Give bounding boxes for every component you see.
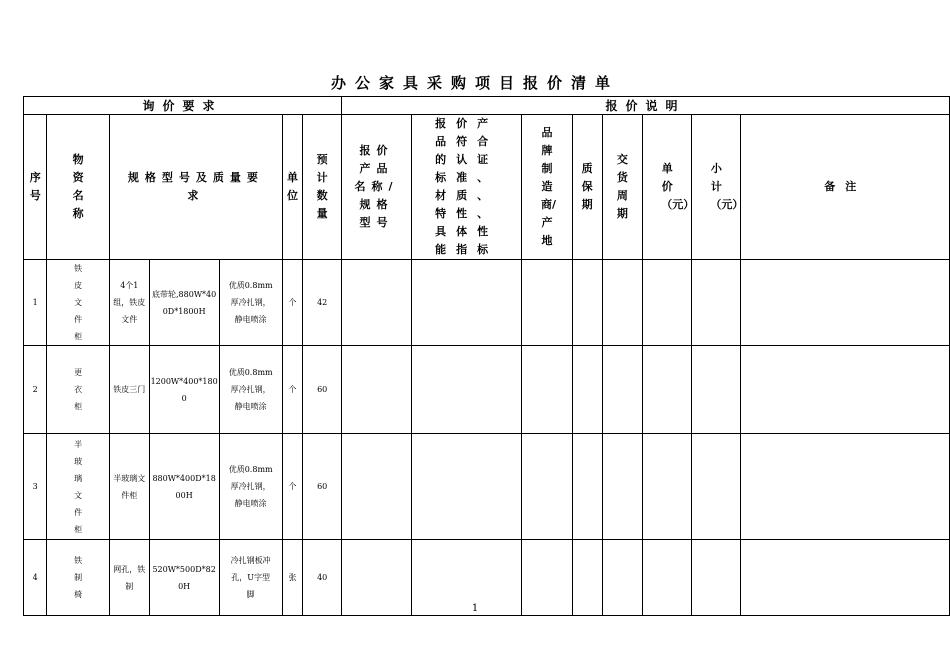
cell-empty[interactable] bbox=[572, 434, 602, 540]
cell-empty[interactable] bbox=[572, 260, 602, 346]
row-qty: 42 bbox=[303, 260, 342, 346]
row-qty: 60 bbox=[303, 346, 342, 434]
cell-empty[interactable] bbox=[643, 346, 692, 434]
cell-empty[interactable] bbox=[342, 346, 412, 434]
cell-empty[interactable] bbox=[411, 434, 521, 540]
header-row bbox=[24, 115, 950, 260]
cell-empty[interactable] bbox=[741, 434, 950, 540]
cell-empty[interactable] bbox=[643, 260, 692, 346]
header-unit: 单位 bbox=[282, 115, 303, 260]
header-product-model: 报价产品名称/规格型号 bbox=[342, 115, 412, 260]
quotation-table bbox=[23, 96, 950, 616]
row-desc: 网孔，铁制 bbox=[109, 540, 149, 616]
table-row bbox=[24, 346, 950, 434]
row-size: 1200W*400*1800 bbox=[149, 346, 219, 434]
header-remarks: 备注 bbox=[741, 115, 950, 260]
cell-empty[interactable] bbox=[692, 346, 741, 434]
row-seq: 2 bbox=[24, 346, 47, 434]
cell-empty[interactable] bbox=[602, 260, 643, 346]
header-brand: 品牌制造商/产地 bbox=[522, 115, 572, 260]
row-seq: 1 bbox=[24, 260, 47, 346]
cell-empty[interactable] bbox=[643, 434, 692, 540]
table-row bbox=[24, 434, 950, 540]
row-qty: 60 bbox=[303, 434, 342, 540]
row-seq: 3 bbox=[24, 434, 47, 540]
quote-section-heading: 报价说明 bbox=[342, 97, 950, 115]
cell-empty[interactable] bbox=[602, 434, 643, 540]
row-size: 底带轮,880W*400D*1800H bbox=[149, 260, 219, 346]
header-spec: 规格型号及质量要求 bbox=[109, 115, 282, 260]
section-row bbox=[24, 97, 950, 115]
header-seq: 序号 bbox=[24, 115, 47, 260]
row-material: 半玻璃文件柜 bbox=[47, 434, 109, 540]
cell-empty[interactable] bbox=[522, 434, 572, 540]
row-spec: 冷扎钢板冲孔，U字型脚 bbox=[219, 540, 282, 616]
header-subtotal: 小计（元） bbox=[692, 115, 741, 260]
header-certification: 报价产品符合的认证标准、材质、特性、具体性能指标 bbox=[411, 115, 521, 260]
cell-empty[interactable] bbox=[411, 346, 521, 434]
row-seq: 4 bbox=[24, 540, 47, 616]
row-unit: 个 bbox=[282, 346, 303, 434]
row-spec: 优质0.8mm厚冷扎钢，静电喷涂 bbox=[219, 346, 282, 434]
header-material: 物资名称 bbox=[47, 115, 109, 260]
header-unit-price: 单价（元） bbox=[643, 115, 692, 260]
row-desc: 4个1组，铁皮文件 bbox=[109, 260, 149, 346]
row-desc: 半玻璃文件柜 bbox=[109, 434, 149, 540]
page-number: 1 bbox=[471, 603, 479, 614]
row-unit: 个 bbox=[282, 434, 303, 540]
row-desc: 铁皮三门 bbox=[109, 346, 149, 434]
row-material: 更衣柜 bbox=[47, 346, 109, 434]
cell-empty[interactable] bbox=[692, 260, 741, 346]
row-qty: 40 bbox=[303, 540, 342, 616]
table-row bbox=[24, 260, 950, 346]
header-qty: 预计数量 bbox=[303, 115, 342, 260]
cell-empty[interactable] bbox=[692, 434, 741, 540]
row-material: 铁皮文件柜 bbox=[47, 260, 109, 346]
header-warranty: 质保期 bbox=[572, 115, 602, 260]
cell-empty[interactable] bbox=[522, 346, 572, 434]
row-unit: 个 bbox=[282, 260, 303, 346]
row-unit: 张 bbox=[282, 540, 303, 616]
inquiry-section-heading: 询价要求 bbox=[24, 97, 342, 115]
row-spec: 优质0.8mm厚冷扎钢，静电喷涂 bbox=[219, 434, 282, 540]
cell-empty[interactable] bbox=[572, 346, 602, 434]
cell-empty[interactable] bbox=[741, 260, 950, 346]
row-size: 880W*400D*1800H bbox=[149, 434, 219, 540]
cell-empty[interactable] bbox=[602, 346, 643, 434]
row-spec: 优质0.8mm厚冷扎钢，静电喷涂 bbox=[219, 260, 282, 346]
cell-empty[interactable] bbox=[741, 346, 950, 434]
cell-empty[interactable] bbox=[342, 260, 412, 346]
row-material: 铁制椅 bbox=[47, 540, 109, 616]
row-size: 520W*500D*820H bbox=[149, 540, 219, 616]
cell-empty[interactable] bbox=[522, 260, 572, 346]
cell-empty[interactable] bbox=[411, 260, 521, 346]
cell-empty[interactable] bbox=[342, 434, 412, 540]
header-delivery: 交货周期 bbox=[602, 115, 643, 260]
document-title: 办公家具采购项目报价清单 bbox=[330, 74, 619, 92]
